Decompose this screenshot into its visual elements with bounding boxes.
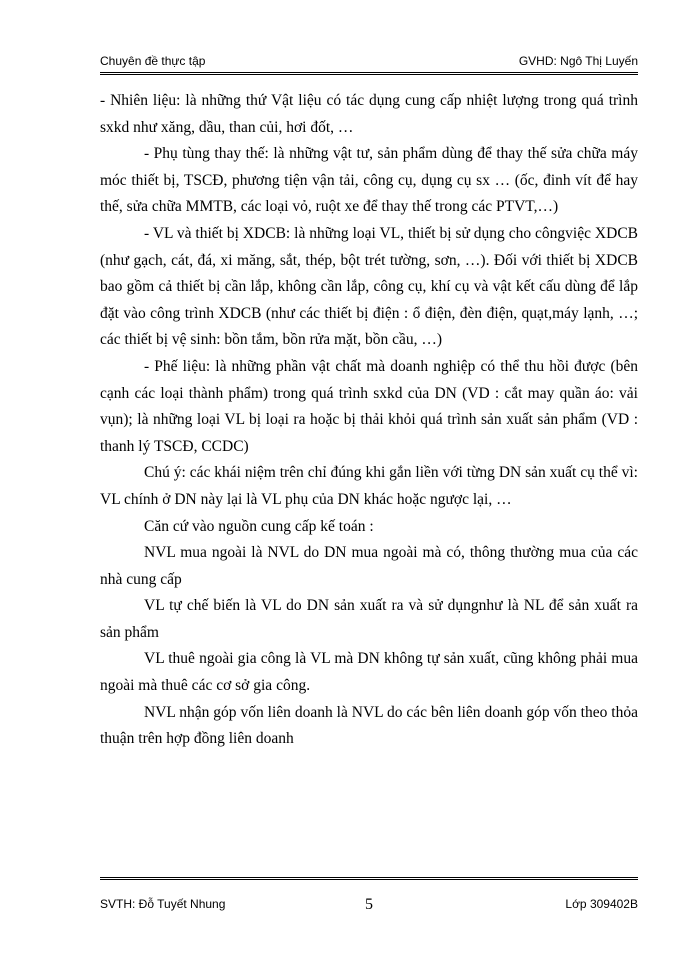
paragraph-construction-materials: - VL và thiết bị XDCB: là những loại VL, thiết bị sử dụng cho côngviệc XDCB (như gạch, cát, đá, xi măng, sắt, thép, bột trét tường, sơn, …). Đối với thiết bị XDCB bao gồm cả thiết bị cần lắp, không cần lắp, công cụ, khí cụ và vật kết cấu dùng để lắp đặt vào công trình XDCB (như các thiết bị điện : ổ điện, đèn điện, quạt,máy lạnh, …; các thiết bị vệ sinh: bồn tắm, bồn rửa mặt, bồn cầu, …)	[100, 224, 638, 349]
page-number: 5	[365, 896, 373, 913]
paragraph-joint-venture-materials: NVL nhận góp vốn liên doanh là NVL do các bên liên doanh góp vốn theo thỏa thuận trên hợp đồng liên doanh	[100, 703, 638, 748]
header-document-title: Chuyên đề thực tập	[100, 54, 206, 68]
document-body	[100, 88, 638, 753]
paragraph-spare-parts: - Phụ tùng thay thế: là những vật tư, sản phẩm dùng để thay thế sửa chữa máy móc thiết bị, TSCĐ, phương tiện vận tải, công cụ, dụng cụ sx … (ốc, đinh vít để hay thế, sửa chữa MMTB, các loại vỏ, ruột xe để thay thế trong các PTVT,…)	[100, 145, 638, 216]
page-footer	[100, 893, 638, 915]
footer-divider	[100, 877, 638, 880]
paragraph-self-processed-materials: VL tự chế biến là VL do DN sản xuất ra và sử dụngnhư là NL để sản xuất ra sản phẩm	[100, 597, 638, 641]
footer-class: Lớp 309402B	[565, 897, 638, 911]
paragraph-fuel: - Nhiên liệu: là những thứ Vật liệu có tác dụng cung cấp nhiệt lượng trong quá trình sxkd như xăng, dầu, than củi, hơi đốt, …	[100, 92, 638, 136]
header-supervisor: GVHD: Ngô Thị Luyến	[518, 54, 638, 68]
paragraph-supply-source-heading: Căn cứ vào nguồn cung cấp kế toán :	[144, 517, 374, 535]
footer-student: SVTH: Đỗ Tuyết Nhung	[100, 897, 226, 911]
header-divider	[100, 72, 638, 75]
paragraph-note: Chú ý: các khái niệm trên chỉ đúng khi gắn liền với từng DN sản xuất cụ thể vì: VL chính ở DN này lại là VL phụ của DN khác hoặc ngược lại, …	[100, 464, 638, 508]
paragraph-purchased-materials: NVL mua ngoài là NVL do DN mua ngoài mà có, thông thường mua của các nhà cung cấp	[100, 544, 638, 588]
paragraph-outsourced-materials: VL thuê ngoài gia công là VL mà DN không tự sản xuất, cũng không phải mua ngoài mà thuê các cơ sở gia công.	[100, 650, 638, 695]
page-header	[100, 50, 638, 72]
paragraph-scrap: - Phế liệu: là những phần vật chất mà doanh nghiệp có thể thu hồi được (bên cạnh các loại thành phẩm) trong quá trình sxkd của DN (VD : cắt may quần áo: vải vụn); là những loại VL bị loại ra hoặc bị thải khỏi quá trình sản xuất sản phẩm (VD : thanh lý TSCĐ, CCDC)	[100, 357, 638, 455]
